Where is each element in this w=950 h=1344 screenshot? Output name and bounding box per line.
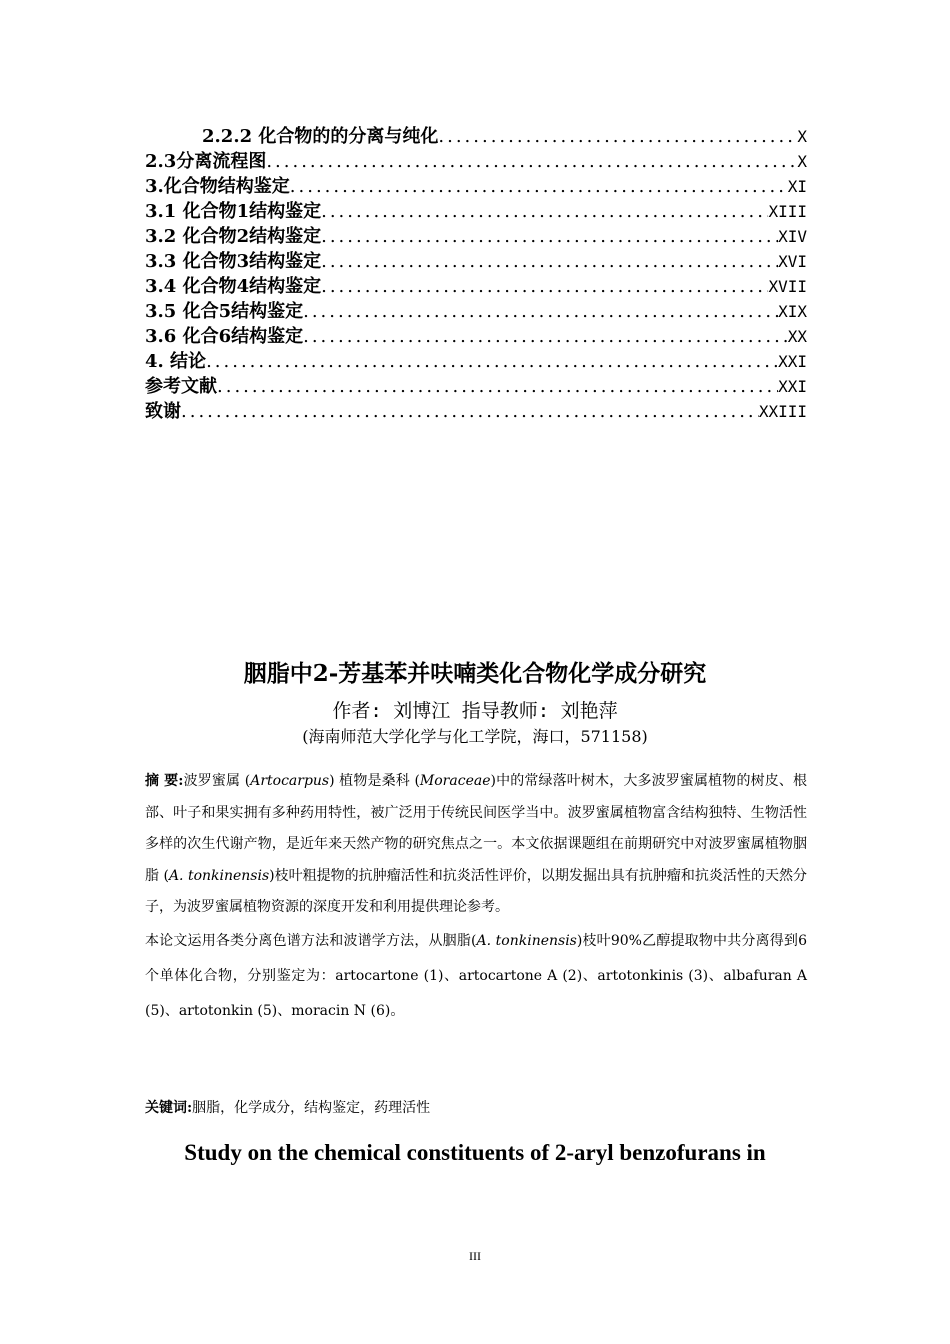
toc-leader-dots (181, 399, 759, 424)
paper-title-cn: 胭脂中2-芳基苯并呋喃类化合物化学成分研究 (243, 660, 707, 687)
abstract-paragraph-1 (145, 766, 807, 924)
toc-entry-page: XVII (768, 277, 807, 296)
family-name: Moraceae (419, 773, 491, 789)
abstract-text: )中的常绿落叶树木，大多波罗蜜属植物的树皮、根部、叶子和果实拥有多种药用特性，被广泛用于传统民间医学当中。波罗蜜属植物富含结构独特、生物活性多样的次生代谢产物，是近年来天然产物的研究焦点之一。本文依据课题组在前期研究中对波罗蜜属植物胭脂 ( (145, 773, 807, 884)
author-line: 作者: 刘博江 指导教师: 刘艳萍 (332, 700, 618, 722)
toc-entry-page: XI (787, 177, 807, 196)
toc-entry[interactable] (145, 249, 807, 274)
abstract-text: 本论文运用各类分离色谱方法和波谱学方法，从胭脂( (145, 932, 477, 949)
toc-leader-dots (321, 249, 778, 274)
paper-title-en: Study on the chemical constituents of 2-aryl benzofurans in (184, 1140, 766, 1165)
toc-entry[interactable] (145, 174, 807, 199)
toc-entry-title: 2.3分离流程图 (145, 151, 267, 172)
toc-leader-dots (303, 299, 778, 324)
table-of-contents (145, 124, 807, 424)
toc-entry[interactable] (145, 274, 807, 299)
toc-leader-dots (321, 199, 768, 224)
toc-entry-title: 3.5 化合5结构鉴定 (145, 301, 304, 322)
toc-entry[interactable] (145, 324, 807, 349)
toc-entry-title: 3.3 化合物3结构鉴定 (145, 251, 322, 272)
affiliation: (海南师范大学化学与化工学院，海口，571158) (302, 727, 648, 746)
toc-leader-dots (206, 349, 778, 374)
toc-entry-title: 3.化合物结构鉴定 (145, 176, 290, 197)
toc-entry-title: 3.6 化合6结构鉴定 (145, 326, 304, 347)
toc-leader-dots (290, 174, 788, 199)
abstract-text: )枝叶90%乙醇提取物中共分离得到6个单体化合物，分别鉴定为：artocartone (1)、artocartone A (2)、artotonkinis (3)、albafuran A (5)、artotonkin (5)、moracin N (6)。 (145, 932, 807, 1019)
toc-entry-page: XIII (768, 202, 807, 221)
abstract-text: )枝叶粗提物的抗肿瘤活性和抗炎活性评价，以期发掘出具有抗肿瘤和抗炎活性的天然分子，为波罗蜜属植物资源的深度开发和利用提供理论参考。 (145, 867, 807, 915)
toc-entry[interactable] (145, 399, 807, 424)
toc-entry-page: X (797, 152, 807, 171)
toc-leader-dots (321, 224, 778, 249)
toc-entry[interactable] (145, 224, 807, 249)
toc-entry[interactable] (145, 149, 807, 174)
toc-entry-title: 2.2.2 化合物的的分离与纯化 (202, 126, 439, 147)
toc-leader-dots (438, 124, 797, 149)
species-name: A. tonkinensis (476, 932, 577, 949)
toc-entry-page: XXIII (758, 402, 807, 421)
keywords (145, 1097, 807, 1117)
page-number: III (469, 1249, 481, 1263)
genus-name: Artocarpus (250, 773, 330, 789)
toc-entry-title: 3.4 化合物4结构鉴定 (145, 276, 322, 297)
toc-leader-dots (217, 374, 778, 399)
toc-entry[interactable] (145, 199, 807, 224)
toc-entry[interactable] (145, 349, 807, 374)
keywords-label: 关键词: (145, 1100, 193, 1116)
toc-leader-dots (321, 274, 768, 299)
toc-entry-title: 3.2 化合物2结构鉴定 (145, 226, 322, 247)
toc-entry-page: XIX (778, 302, 807, 321)
toc-entry-page: XXI (778, 377, 807, 396)
toc-leader-dots (266, 149, 797, 174)
toc-entry-title: 参考文献 (145, 376, 217, 397)
toc-entry-page: XVI (778, 252, 807, 271)
toc-entry-title: 4. 结论 (145, 351, 207, 372)
toc-entry[interactable] (145, 124, 807, 149)
abstract-text: ) 植物是桑科 ( (329, 773, 420, 789)
abstract (145, 766, 807, 1029)
toc-entry[interactable] (145, 374, 807, 399)
toc-entry-page: XX (787, 327, 807, 346)
abstract-paragraph-2 (145, 924, 807, 1029)
toc-entry-page: XXI (778, 352, 807, 371)
toc-entry-title: 3.1 化合物1结构鉴定 (145, 201, 322, 222)
toc-entry-page: X (797, 127, 807, 146)
toc-entry-page: XIV (778, 227, 807, 246)
toc-leader-dots (303, 324, 788, 349)
abstract-text: 波罗蜜属 ( (183, 773, 251, 789)
abstract-label: 摘 要: (145, 773, 184, 789)
toc-entry-title: 致谢 (145, 401, 181, 422)
keywords-text: 胭脂，化学成分，结构鉴定，药理活性 (192, 1100, 431, 1116)
toc-entry[interactable] (145, 299, 807, 324)
species-name: A. tonkinensis (168, 867, 270, 884)
